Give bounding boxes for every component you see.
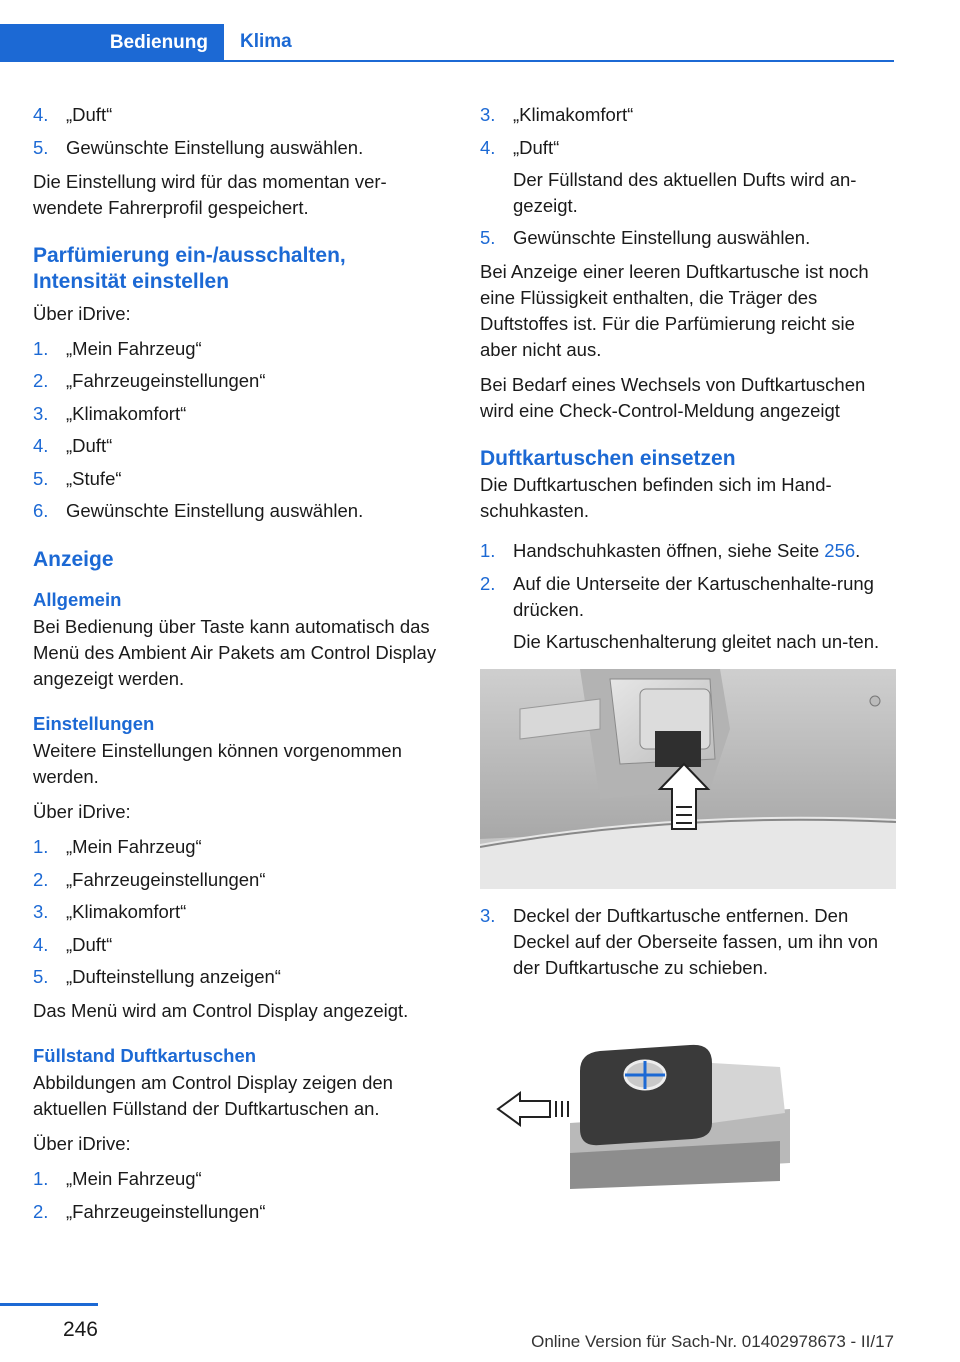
list-text: „Duft“ <box>513 136 560 158</box>
list-text: „Stufe“ <box>66 467 122 489</box>
list-text: Gewünschte Einstellung auswählen. <box>513 227 811 248</box>
list-text-end: . <box>855 540 861 561</box>
list-number: 5. <box>33 467 49 489</box>
cartridge-illustration <box>480 1013 896 1213</box>
list-item <box>33 1166 437 1192</box>
subsection-heading: Allgemein <box>33 589 122 610</box>
list-item <box>480 538 896 564</box>
glovebox-illustration <box>480 669 896 889</box>
section-heading: Duftkartuschen einsetzen <box>480 447 736 470</box>
list-number: 4. <box>480 136 496 158</box>
cartridge-illustration-svg <box>480 1013 896 1213</box>
list-number: 4. <box>33 933 49 955</box>
list-text: „Fahrzeugeinstellungen“ <box>66 1200 266 1222</box>
list-right-b <box>480 538 896 655</box>
list-right-a <box>480 102 896 251</box>
subsection-heading: Füllstand Duftkartuschen <box>33 1045 257 1066</box>
list-number: 2. <box>480 572 496 594</box>
list-text: „Fahrzeugeinstellungen“ <box>66 868 266 890</box>
glovebox-illustration-svg <box>480 669 896 889</box>
list-text: Deckel der Duftkartusche entfernen. Den Deckel auf der Oberseite fassen, um ihn von der Duftkartusche zu schieben. <box>513 904 879 978</box>
list-item <box>33 466 437 492</box>
list-number: 3. <box>33 402 49 424</box>
list-number: 5. <box>33 136 49 158</box>
paragraph: Weitere Einstellungen können vorgenommen werden. <box>33 740 402 787</box>
list-text: „Duft“ <box>66 933 113 955</box>
list-item <box>33 433 437 459</box>
list-item <box>33 932 437 958</box>
list-number: 2. <box>33 1200 49 1222</box>
list-text: „Duft“ <box>66 104 113 125</box>
left-column <box>33 102 437 1233</box>
header-rule <box>0 60 894 62</box>
list-number: 1. <box>33 337 49 359</box>
list-text: „Duft“ <box>66 435 113 456</box>
paragraph: Bei Bedienung über Taste kann automatisch das Menü des Ambient Air Pakets am Control Display angezeigt werden. <box>33 616 437 689</box>
list-text: Handschuhkasten öffnen, siehe Seite <box>513 540 825 561</box>
list-number: 3. <box>480 104 496 125</box>
list-text: Auf die Unterseite der Kartuschenhalte‐rung drücken. <box>513 572 874 620</box>
list-item <box>33 867 437 893</box>
list-item <box>33 401 437 427</box>
paragraph: Die Einstellung wird für das momentan ver‐wendete Fahrerprofil gespeichert. <box>33 170 387 218</box>
list-item <box>33 135 437 161</box>
list-number: 1. <box>33 1168 49 1189</box>
page-link[interactable]: 256 <box>824 540 856 561</box>
list-item <box>480 102 896 128</box>
footer-text: Online Version für Sach-Nr. 01402978673 - II/17 <box>531 1332 894 1351</box>
list-number: 3. <box>33 901 49 922</box>
list-item <box>33 368 437 394</box>
paragraph: Abbildungen am Control Display zeigen den aktuellen Füllstand der Duftkartuschen an. <box>33 1072 393 1119</box>
list-number: 5. <box>480 227 496 248</box>
list-text: „Dufteinstellung anzeigen“ <box>66 966 281 987</box>
paragraph: Das Menü wird am Control Display angezeigt. <box>33 1000 409 1021</box>
list-number: 2. <box>33 370 49 391</box>
tab-bedienung[interactable]: Bedienung <box>0 24 224 62</box>
paragraph: Bei Anzeige einer leeren Duftkartusche ist noch eine Flüssigkeit enthalten, die Träger des Duftstoffes ist. Für die Parfümierung reicht sie aber nicht aus. <box>480 261 869 360</box>
paragraph: Bei Bedarf eines Wechsels von Duftkartuschen wird eine Check-Control-Meldung angezeigt <box>480 374 866 421</box>
list-text: „Klimakomfort“ <box>66 901 187 922</box>
section-heading: Anzeige <box>33 548 114 571</box>
list-text: „Mein Fahrzeug“ <box>66 337 202 359</box>
list-item <box>33 834 437 860</box>
list-left-a <box>33 102 437 161</box>
list-number: 1. <box>480 540 496 561</box>
list-left-b <box>33 336 437 525</box>
section-heading: Parfümierung ein-/ausschalten, Intensität einstellen <box>33 243 346 293</box>
list-text: „Klimakomfort“ <box>66 402 187 424</box>
list-text: Gewünschte Einstellung auswählen. <box>66 136 364 158</box>
right-column <box>480 102 896 1213</box>
list-item <box>33 899 437 925</box>
list-number: 5. <box>33 966 49 987</box>
intro-text: Über iDrive: <box>33 801 131 822</box>
list-text: „Klimakomfort“ <box>513 104 634 125</box>
list-number: 4. <box>33 104 49 125</box>
tab-klima[interactable]: Klima <box>240 31 292 52</box>
list-text: Gewünschte Einstellung auswählen. <box>66 500 364 521</box>
list-text: „Mein Fahrzeug“ <box>66 1168 202 1189</box>
list-number: 2. <box>33 868 49 890</box>
subsection-heading: Einstellungen <box>33 713 155 734</box>
intro-text: Über iDrive: <box>33 302 131 324</box>
list-right-c <box>480 903 896 981</box>
list-item <box>33 964 437 990</box>
list-text: „Mein Fahrzeug“ <box>66 836 202 857</box>
list-item <box>33 498 437 524</box>
list-item <box>33 1199 437 1225</box>
list-text: „Fahrzeugeinstellungen“ <box>66 370 266 391</box>
page-number: 246 <box>62 1318 98 1341</box>
list-subtext: Die Kartuschenhalterung gleitet nach un‐ten. <box>513 630 880 652</box>
list-left-c2 <box>33 834 437 990</box>
list-number: 3. <box>480 904 496 926</box>
list-subtext: Der Füllstand des aktuellen Dufts wird an‐gezeigt. <box>513 168 857 216</box>
footer-rule <box>0 1303 98 1306</box>
list-item <box>480 903 896 981</box>
list-item <box>480 571 896 655</box>
list-number: 4. <box>33 435 49 456</box>
list-item <box>480 225 896 251</box>
list-left-c3 <box>33 1166 437 1225</box>
header-bar <box>0 24 894 62</box>
intro-text: Über iDrive: <box>33 1133 131 1154</box>
list-number: 1. <box>33 836 49 857</box>
paragraph: Die Duftkartuschen befinden sich im Hand‐schuhkasten. <box>480 474 832 521</box>
list-number: 6. <box>33 500 49 521</box>
list-item <box>480 135 896 219</box>
list-item <box>33 336 437 362</box>
list-item <box>33 102 437 128</box>
